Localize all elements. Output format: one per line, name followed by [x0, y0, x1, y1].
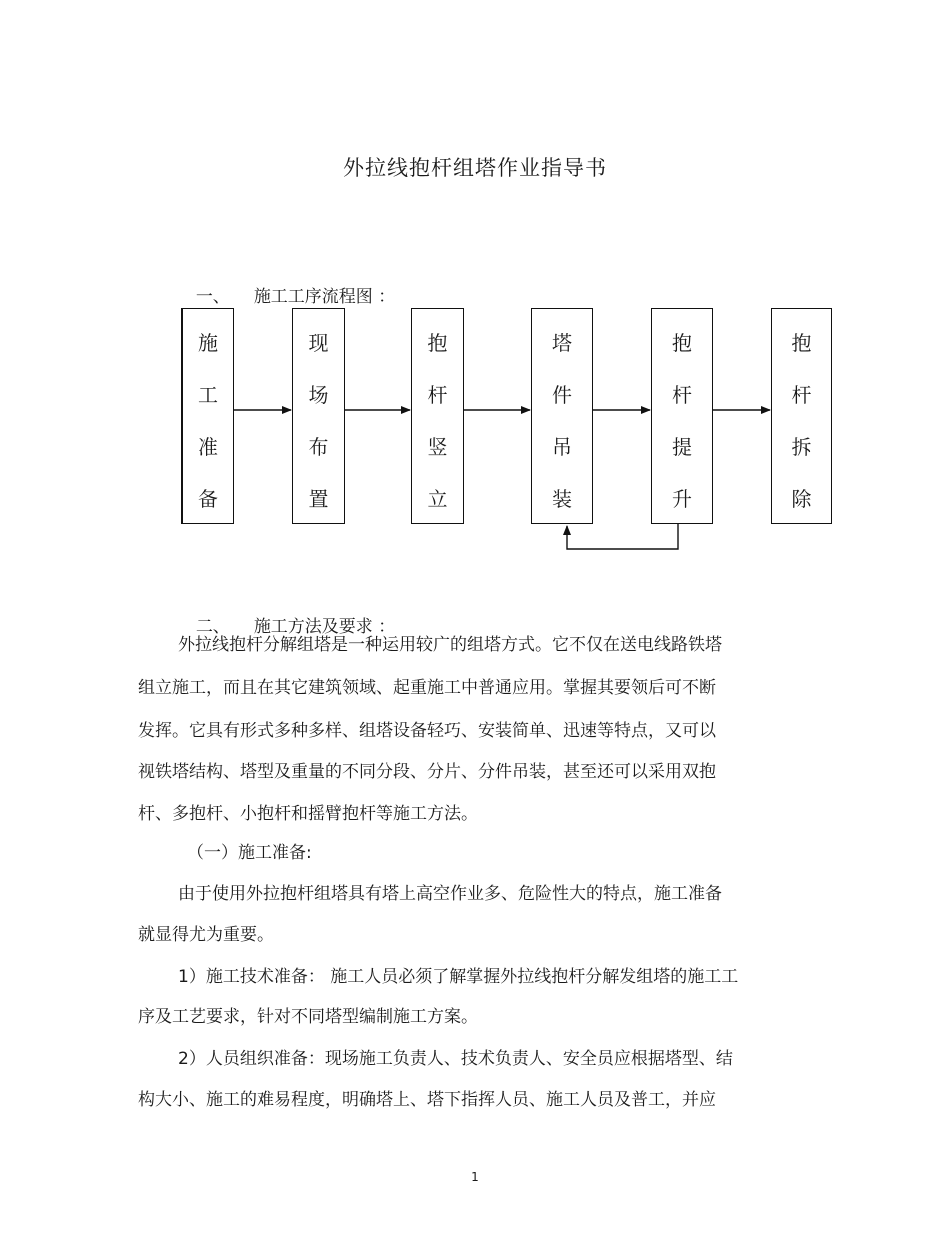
flow-step-char: 布 — [308, 435, 329, 459]
body-line: 由于使用外拉抱杆组塔具有塔上高空作业多、危险性大的特点，施工准备 — [178, 884, 722, 904]
flow-step-char: 件 — [552, 383, 572, 407]
flow-loop-back-arrow — [567, 523, 678, 549]
body-line: 2）人员组织准备：现场施工负责人、技术负责人、安全员应根据塔型、结 — [178, 1049, 733, 1069]
flow-step-char: 抱 — [672, 331, 692, 355]
flow-step-char: 塔 — [552, 331, 572, 355]
flow-step-char: 除 — [791, 487, 812, 511]
body-line: 外拉线抱杆分解组塔是一种运用较广的组塔方式。它不仅在送电线路铁塔 — [178, 635, 722, 655]
body-line: 序及工艺要求，针对不同塔型编制施工方案。 — [138, 1007, 478, 1027]
flow-step-char: 杆 — [791, 383, 812, 407]
section-heading-1 — [185, 262, 395, 307]
body-line: 组立施工，而且在其它建筑领域、起重施工中普通应用。掌握其要领后可不断 — [138, 678, 716, 698]
flow-step-char: 施 — [198, 331, 218, 355]
body-line: 构大小、施工的难易程度，明确塔上、塔下指挥人员、施工人员及普工，并应 — [138, 1090, 716, 1110]
section-title: 施工方法及要求 ： — [253, 617, 396, 637]
flow-step-char: 提 — [672, 435, 692, 459]
flow-step-prepare — [181, 308, 234, 524]
flow-step-char: 装 — [552, 487, 572, 511]
flow-step-char: 升 — [672, 487, 692, 511]
flow-step-char: 抱 — [427, 331, 448, 355]
flow-step-char: 吊 — [552, 435, 572, 459]
flow-step-char: 置 — [308, 487, 329, 511]
flow-step-char: 竖 — [427, 435, 448, 459]
page-number: 1 — [471, 1170, 479, 1184]
body-line: 杆、多抱杆、小抱杆和摇臂抱杆等施工方法。 — [138, 804, 478, 824]
flow-step-pole-raise — [651, 308, 713, 524]
flow-step-char: 准 — [198, 435, 218, 459]
subsection-heading: （一）施工准备: — [187, 843, 312, 863]
flow-step-char: 工 — [198, 383, 218, 407]
body-line: 发挥。它具有形式多种多样、组塔设备轻巧、安装简单、迅速等特点，又可以 — [138, 721, 716, 741]
flow-step-char: 场 — [308, 383, 329, 407]
body-line: 就显得尤为重要。 — [138, 925, 274, 945]
flow-step-char: 拆 — [791, 435, 812, 459]
document-title: 外拉线抱杆组塔作业指导书 — [343, 156, 607, 180]
flow-step-tower-lifting — [531, 308, 593, 524]
flow-step-char: 抱 — [791, 331, 812, 355]
flow-step-char: 杆 — [427, 383, 448, 407]
flow-step-site-layout — [292, 308, 345, 524]
section-title: 施工工序流程图 ： — [253, 287, 396, 307]
flow-step-pole-remove — [771, 308, 832, 524]
flow-step-char: 杆 — [672, 383, 692, 407]
flow-step-pole-erect — [411, 308, 464, 524]
body-line: 视铁塔结构、塔型及重量的不同分段、分片、分件吊装，甚至还可以采用双抱 — [138, 762, 716, 782]
body-line: 1）施工技术准备： 施工人员必须了解掌握外拉线抱杆分解发组塔的施工工 — [178, 967, 739, 987]
flow-step-char: 立 — [427, 487, 448, 511]
section-number: 一、 — [195, 287, 230, 307]
flow-step-char: 备 — [198, 487, 218, 511]
flow-step-char: 现 — [308, 331, 329, 355]
section-number: 二、 — [195, 617, 230, 637]
